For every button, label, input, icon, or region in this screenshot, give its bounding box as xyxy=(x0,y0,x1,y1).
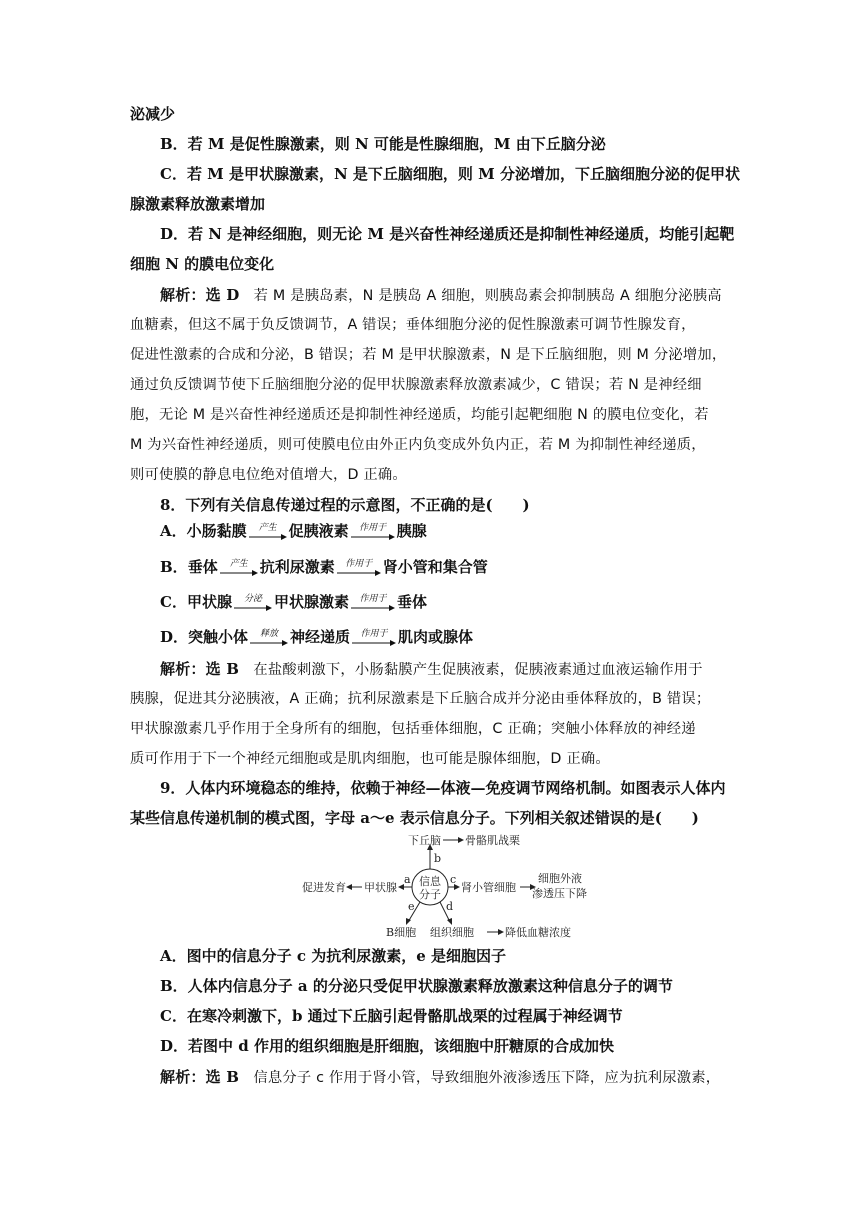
label-c: c xyxy=(450,873,457,886)
q8-explanation-line1 xyxy=(160,659,760,680)
arrow-icon xyxy=(351,524,395,541)
q8-option-letter: C． xyxy=(160,593,187,611)
q7-option-c-line1: C．若 M 是甲状腺激素，N 是下丘脑细胞，则 M 分泌增加，下丘脑细胞分泌的促甲状 xyxy=(160,165,740,183)
q9-explanation-label: 解析：选 B xyxy=(160,1068,240,1086)
q8-option-from: 甲状腺 xyxy=(186,593,232,611)
q7-option-d-line1: D．若 N 是神经细胞，则无论 M 是兴奋性神经递质还是抑制性神经递质，均能引起靶 xyxy=(160,225,735,243)
q8-explanation-line4: 质可作用于下一个神经元细胞或是肌肉细胞，也可能是腺体细胞，D 正确。 xyxy=(130,751,610,767)
node-bottom-left: B细胞 xyxy=(386,926,417,939)
node-right-target-line2: 渗透压下降 xyxy=(532,887,587,900)
label-b: b xyxy=(434,852,442,865)
q8-explanation-line3: 甲状腺激素几乎作用于全身所有的细胞，包括垂体细胞，C 正确；突触小体释放的神经递 xyxy=(130,721,696,737)
q8-explanation-line2: 胰腺，促进其分泌胰液，A 正确；抗利尿激素是下丘脑合成并分泌由垂体释放的，B 错误； xyxy=(130,691,711,707)
q8-option-mid: 促胰液素 xyxy=(288,522,349,540)
node-top-target: 骨骼肌战栗 xyxy=(465,834,520,847)
q7-option-b: B．若 M 是促性腺激素，则 N 可能是性腺细胞，M 由下丘脑分泌 xyxy=(160,135,606,153)
q8-option-mid: 甲状腺激素 xyxy=(273,593,349,611)
q8-option-letter: B． xyxy=(160,558,188,576)
q9-option-d: D．若图中 d 作用的组织细胞是肝细胞，该细胞中肝糖原的合成加快 xyxy=(160,1037,614,1055)
q8-option-to: 胰腺 xyxy=(396,522,427,540)
node-bottom-right: 组织细胞 xyxy=(430,926,474,939)
q7-explanation-line7: 则可使膜的静息电位绝对值增大，D 正确。 xyxy=(130,467,407,483)
arrow-label: 释放 xyxy=(260,629,279,639)
q8-option-letter: D． xyxy=(160,628,189,646)
q8-explanation-label: 解析：选 B xyxy=(160,660,240,678)
q8-option-from: 小肠黏膜 xyxy=(186,522,247,540)
arrow-label: 作用于 xyxy=(345,559,373,569)
q8-option-a xyxy=(160,521,760,541)
label-d: d xyxy=(446,900,454,913)
arrow-label: 产生 xyxy=(229,559,248,569)
arrow-icon xyxy=(352,630,396,647)
arrow-icon xyxy=(250,630,288,647)
q8-option-to: 肌肉或腺体 xyxy=(398,628,474,646)
q7-explanation-line4: 通过负反馈调节使下丘脑细胞分泌的促甲状腺激素释放激素减少，C 错误；若 N 是神经细 xyxy=(130,377,702,393)
center-label-line1: 信息 xyxy=(419,875,441,888)
q9-option-b: B．人体内信息分子 a 的分泌只受促甲状腺激素释放激素这种信息分子的调节 xyxy=(160,977,673,995)
arrow-label: 作用于 xyxy=(359,523,387,533)
node-bottom-right-target: 降低血糖浓度 xyxy=(505,926,571,939)
q8-option-letter: A． xyxy=(160,522,187,540)
q7-explanation-line3: 促进性激素的合成和分泌，B 错误；若 M 是甲状腺激素，N 是下丘脑细胞，则 M 分泌增加， xyxy=(130,347,727,363)
q9-option-c: C．在寒冷刺激下，b 通过下丘脑引起骨骼肌战栗的过程属于神经调节 xyxy=(160,1007,623,1025)
arrow-bottom-right-head xyxy=(498,929,504,935)
q8-explanation-text: 在盐酸刺激下，小肠黏膜产生促胰液素，促胰液素通过血液运输作用于 xyxy=(253,662,703,678)
q7-explanation-text: 若 M 是胰岛素，N 是胰岛 A 细胞，则胰岛素会抑制胰岛 A 细胞分泌胰高 xyxy=(253,288,722,304)
arrow-icon xyxy=(351,595,395,612)
q7-explanation-label: 解析：选 D xyxy=(160,286,240,304)
node-left-target: 促进发育 xyxy=(302,881,346,894)
arrow-icon xyxy=(337,560,381,577)
q9-option-a: A．图中的信息分子 c 为抗利尿激素，e 是细胞因子 xyxy=(160,947,506,965)
arrow-label: 作用于 xyxy=(359,594,387,604)
node-left: 甲状腺 xyxy=(364,881,397,894)
q8-option-to: 垂体 xyxy=(396,593,427,611)
signal-diagram xyxy=(300,830,600,940)
q7-option-c-line2: 腺激素释放激素增加 xyxy=(130,195,266,213)
label-e: e xyxy=(408,900,415,913)
q7-explanation-line6: M 为兴奋性神经递质，则可使膜电位由外正内负变成外负内正，若 M 为抑制性神经递质， xyxy=(130,437,706,453)
node-right-target-line1: 细胞外液 xyxy=(538,872,582,885)
arrow-label: 分泌 xyxy=(243,594,262,604)
arrow-d-head xyxy=(447,918,452,925)
q7-fragment: 泌减少 xyxy=(130,105,176,123)
arrow-icon xyxy=(220,560,258,577)
center-label-line2: 分子 xyxy=(419,888,441,901)
label-a: a xyxy=(404,873,411,886)
arrow-top-head xyxy=(458,837,464,843)
q7-explanation-line1 xyxy=(160,285,760,306)
q9-explanation-line1 xyxy=(160,1067,760,1088)
arrow-left-head xyxy=(346,884,352,890)
arrow-label: 产生 xyxy=(258,523,277,533)
q8-option-from: 垂体 xyxy=(187,558,218,576)
q8-option-from: 突触小体 xyxy=(188,628,249,646)
q8-option-d xyxy=(160,627,760,647)
q7-option-d-line2: 细胞 N 的膜电位变化 xyxy=(130,255,275,273)
q8-option-b xyxy=(160,557,760,577)
q8-stem: 8．下列有关信息传递过程的示意图，不正确的是( ) xyxy=(160,496,530,514)
q9-stem-line2: 某些信息传递机制的模式图，字母 a～e 表示信息分子。下列相关叙述错误的是( ) xyxy=(130,809,699,827)
q8-option-mid: 神经递质 xyxy=(290,628,351,646)
arrow-label: 作用于 xyxy=(360,629,388,639)
q9-stem-line1: 9．人体内环境稳态的维持，依赖于神经—体液—免疫调节网络机制。如图表示人体内 xyxy=(160,779,726,797)
arrow-icon xyxy=(249,524,287,541)
node-right: 肾小管细胞 xyxy=(461,881,516,894)
q8-option-mid: 抗利尿激素 xyxy=(259,558,335,576)
node-top: 下丘脑 xyxy=(408,834,441,847)
q7-explanation-line2: 血糖素，但这不属于负反馈调节，A 错误；垂体细胞分泌的促性腺激素可调节性腺发育， xyxy=(130,317,696,333)
q8-option-to: 肾小管和集合管 xyxy=(382,558,488,576)
arrow-icon xyxy=(234,595,272,612)
q7-explanation-line5: 胞，无论 M 是兴奋性神经递质还是抑制性神经递质，均能引起靶细胞 N 的膜电位变化，若 xyxy=(130,407,709,423)
q8-option-c xyxy=(160,592,760,612)
q9-explanation-text: 信息分子 c 作用于肾小管，导致细胞外液渗透压下降，应为抗利尿激素， xyxy=(253,1070,721,1086)
